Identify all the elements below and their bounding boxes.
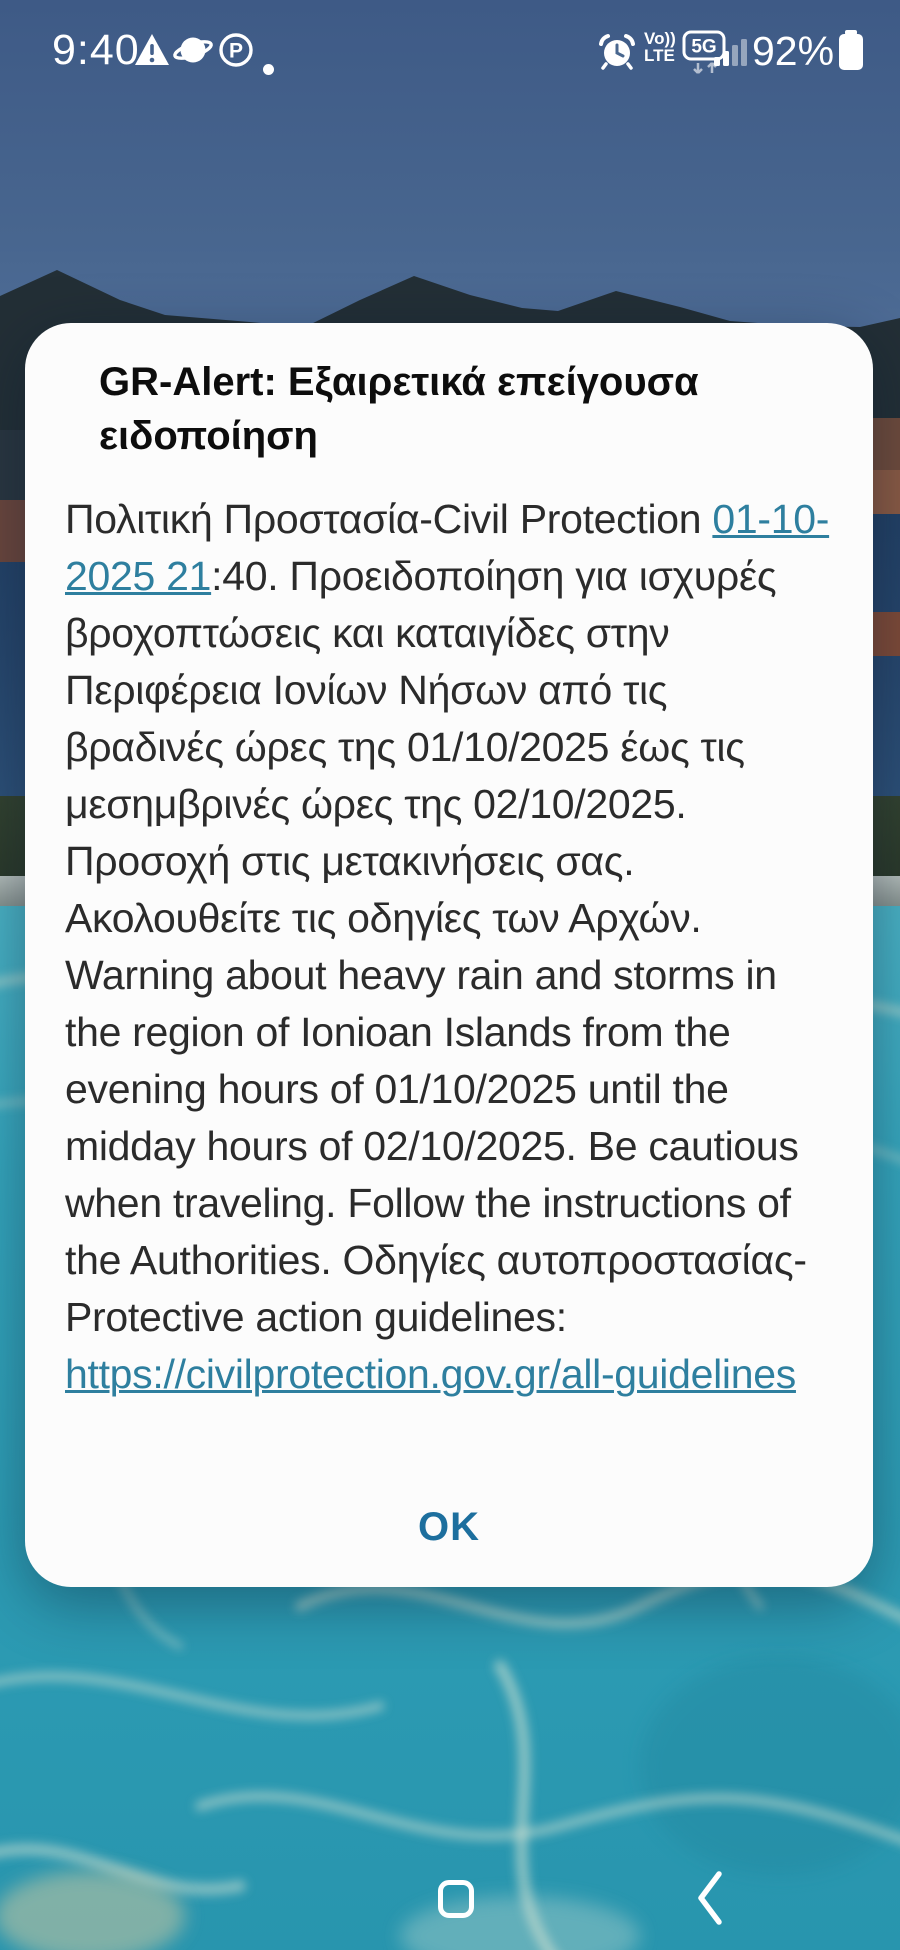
alert-dialog bbox=[25, 323, 873, 1587]
clock-text: 9:40 bbox=[52, 26, 140, 74]
signal-strength-icon bbox=[714, 36, 752, 70]
alert-message bbox=[65, 491, 833, 1403]
wallpaper-left-rock bbox=[0, 430, 26, 500]
alarm-clock-icon bbox=[596, 30, 638, 72]
svg-text:5G: 5G bbox=[691, 36, 717, 58]
battery-icon bbox=[834, 28, 868, 74]
back-button[interactable] bbox=[693, 1866, 727, 1930]
status-bar bbox=[0, 0, 900, 104]
alert-message-part2: :40. Προειδοποίηση για ισχυρές βροχοπτώσεις και καταιγίδες στην Περιφέρεια Ιονίων Νήσων από τις βραδινές ώρες της 01/10/2025 έως τις μεσημβρινές ώρες της 02/10/2025. Προσοχή στις μετακινήσεις σας. Ακολουθείτε τις οδηγίες των Αρχών. Warning about heavy rain and storms in the region of Ionioan Islands from the evening hours of 01/10/2025 until the midday hours of 02/10/2025. Be cautious when traveling. Follow the instructions of the Authorities. Οδηγίες αυτοπροστασίας-Protective action guidelines: bbox=[65, 553, 807, 1340]
warning-triangle-icon bbox=[132, 30, 172, 70]
wallpaper-left-village bbox=[0, 500, 26, 562]
internet-planet-icon bbox=[172, 30, 214, 70]
ok-button[interactable]: OK bbox=[412, 1504, 486, 1551]
alert-title-wrap bbox=[65, 355, 833, 463]
volte-icon: Vo)) LTE bbox=[644, 29, 676, 65]
battery-percent-text: 92% bbox=[752, 28, 835, 74]
notification-dot-icon bbox=[263, 64, 274, 75]
datetime-link[interactable]: 01-10-2025 21 bbox=[65, 496, 830, 599]
alert-title: GR-Alert: Εξαιρετικά επείγουσα ειδοποίηση bbox=[99, 360, 699, 458]
alert-actions bbox=[65, 1504, 833, 1557]
svg-text:P: P bbox=[228, 39, 244, 63]
pinterest-icon bbox=[216, 30, 256, 70]
home-button[interactable] bbox=[438, 1880, 474, 1918]
alert-message-part1: Πολιτική Προστασία-Civil Protection bbox=[65, 496, 713, 542]
guidelines-link[interactable]: https://civilprotection.gov.gr/all-guidelines bbox=[65, 1351, 796, 1397]
